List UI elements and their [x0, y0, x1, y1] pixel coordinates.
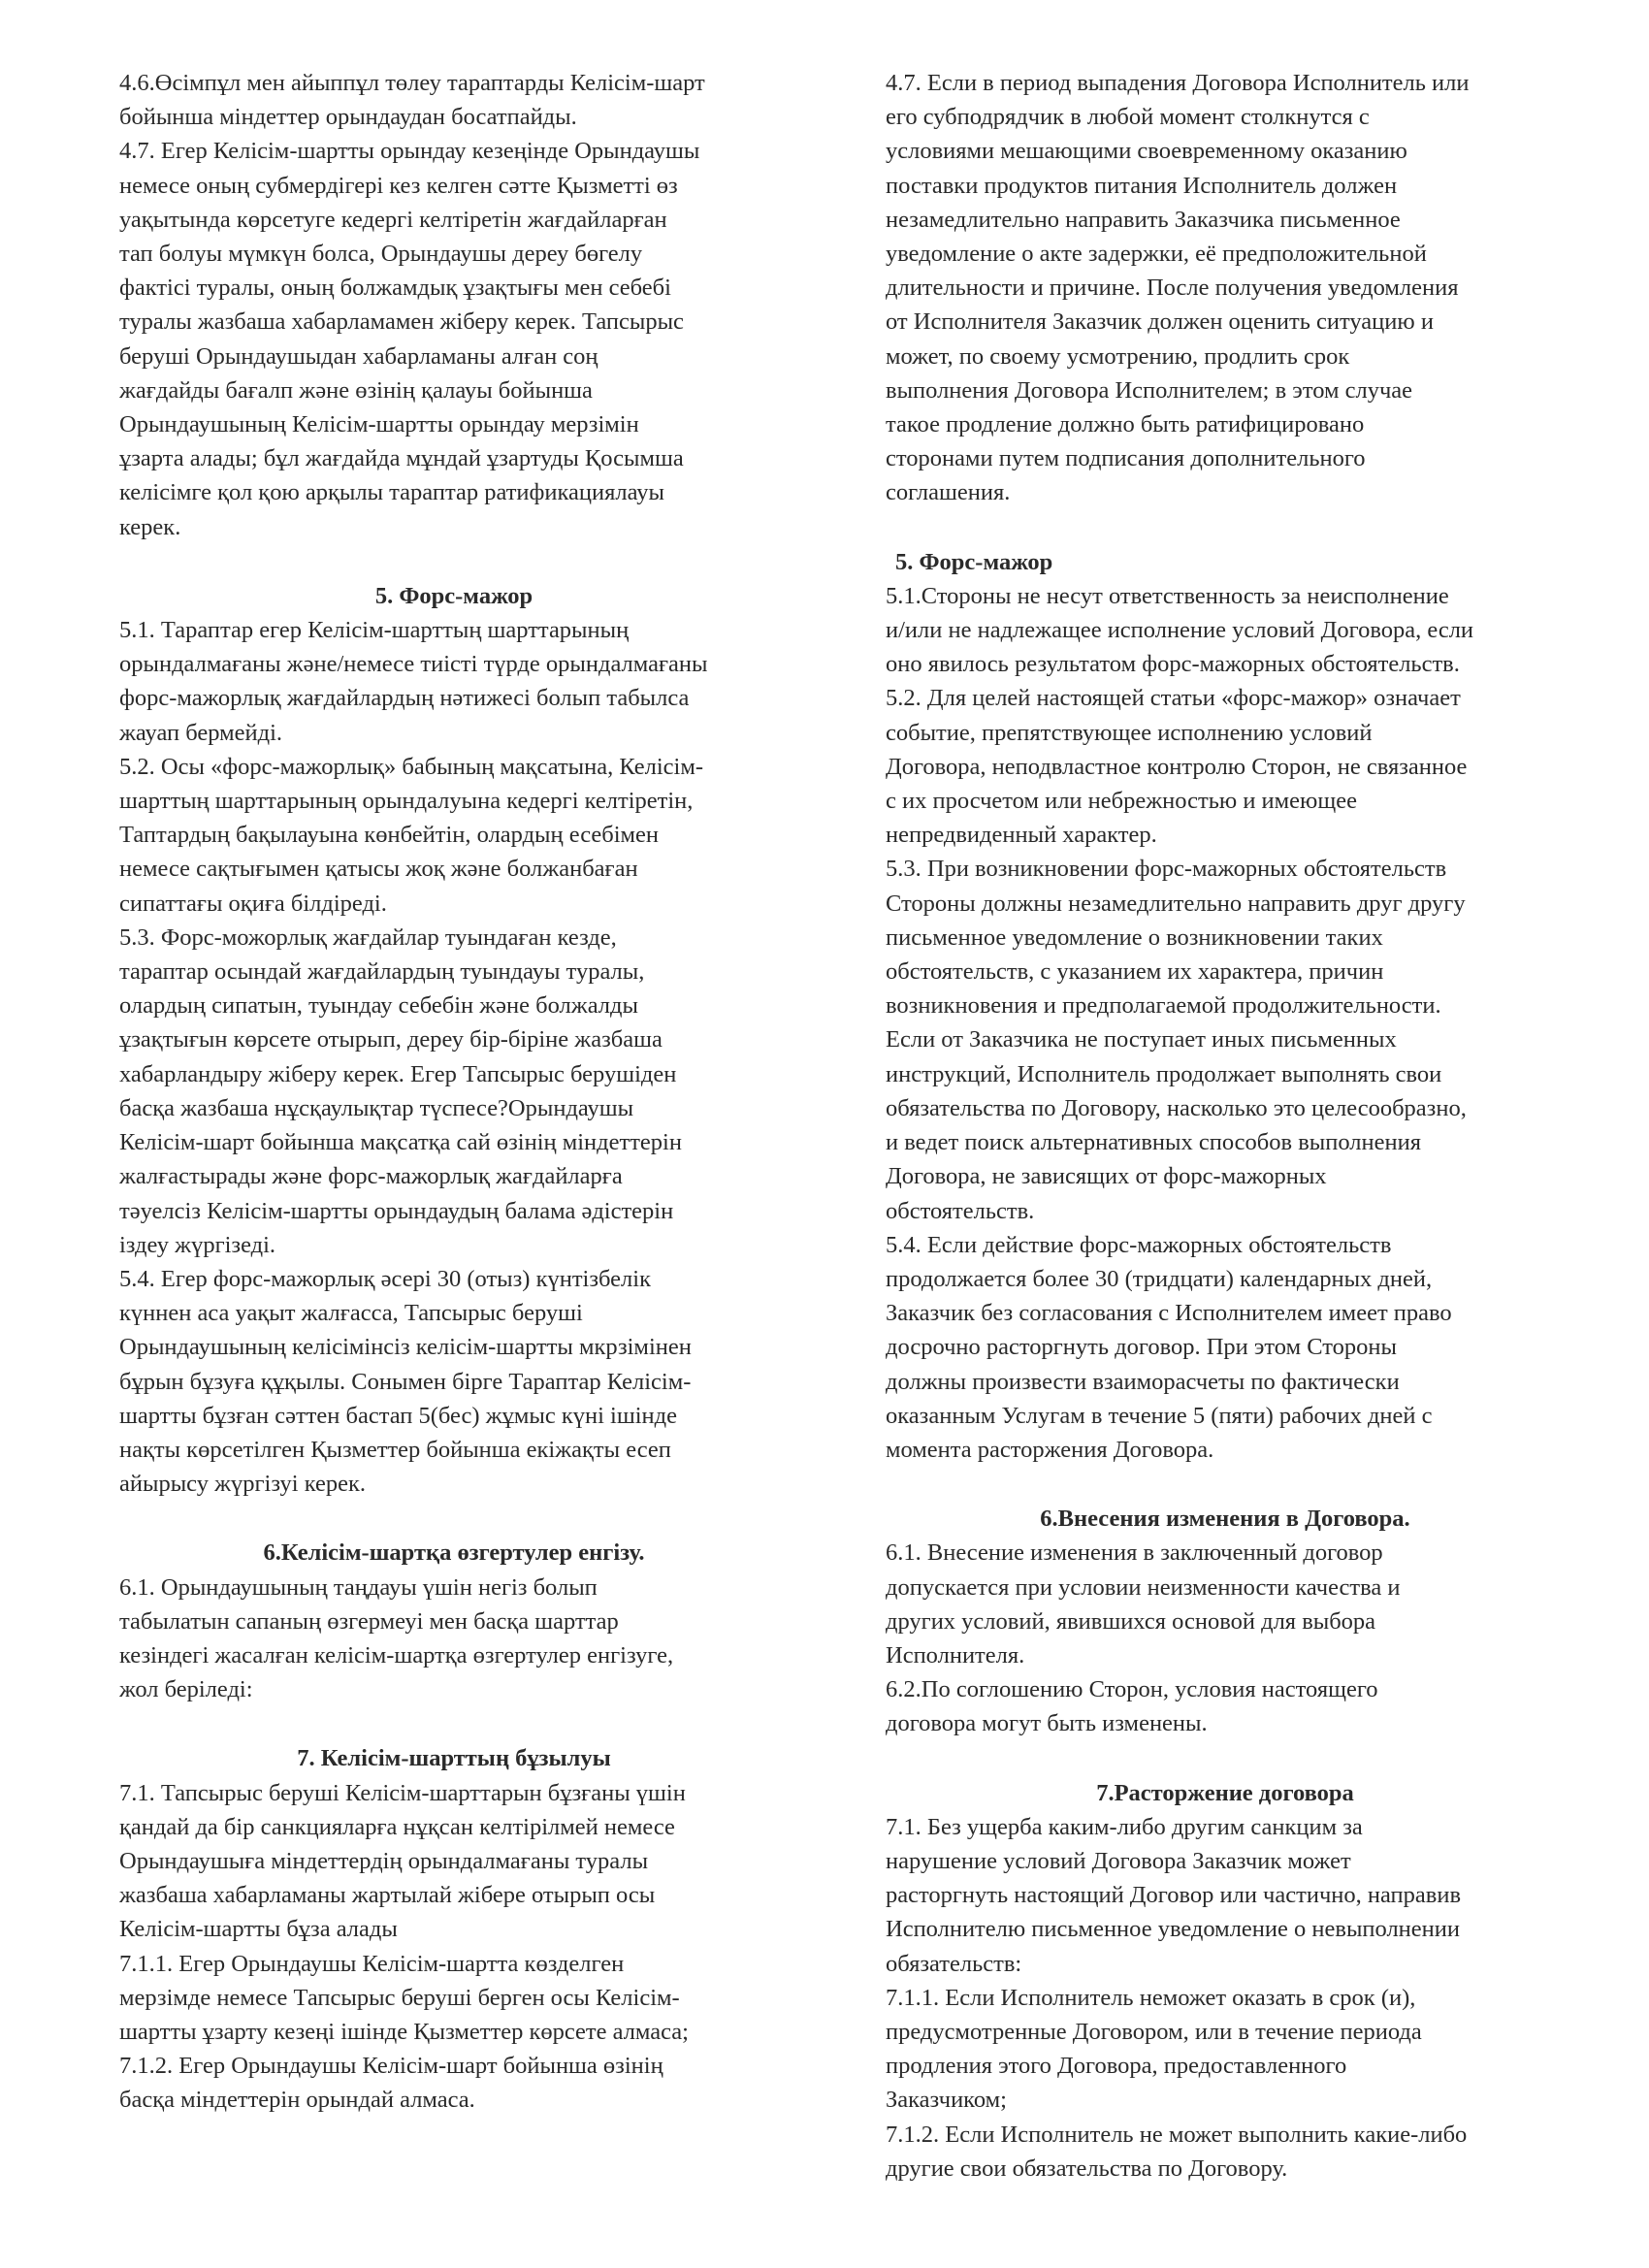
- text-line: немесе сақтығымен қатысы жоқ және болжанбаған: [119, 856, 638, 883]
- text-line: выполнения Договора Исполнителем; в этом случае: [886, 376, 1413, 404]
- russian-column: [886, 66, 1565, 2186]
- text-line: ұзарта алады; бұл жағдайда мұндай ұзартуды Қосымша: [119, 445, 684, 472]
- text-line: нарушение условий Договора Заказчик может: [886, 1847, 1351, 1874]
- text-line: форс-мажорлық жағдайлардың нәтижесі болып табылса: [119, 685, 690, 712]
- text-line: 6.2.По соглошению Сторон, условия настоящего: [886, 1676, 1378, 1703]
- text-line: 5.2. Осы «форс-мажорлық» бабының мақсатына, Келісім-: [119, 753, 704, 780]
- text-line: другие свои обязательства по Договору.: [886, 2155, 1288, 2182]
- text-line: оказанным Услугам в течение 5 (пяти) рабочих дней с: [886, 1402, 1433, 1429]
- section-5-title-ru: 5. Форс-мажор: [895, 548, 1053, 575]
- text-line: 5.3. Форс-можорлық жағдайлар туындаған кезде,: [119, 923, 617, 951]
- text-line: басқа жазбаша нұсқаулықтар түспесе?Орындаушы: [119, 1094, 634, 1121]
- text-line: 5.2. Для целей настоящей статьи «форс-мажор» означает: [886, 685, 1461, 712]
- text-line: сторонами путем подписания дополнительного: [886, 445, 1366, 472]
- section-7-body-kz: [119, 1776, 789, 2118]
- text-line: Орындаушының Келісім-шартты орындау мерзімін: [119, 411, 639, 438]
- text-line: беруші Орындаушыдан хабарламаны алған соң: [119, 342, 598, 370]
- text-line: бойынша міндеттер орындаудан босатпайды.: [119, 104, 577, 131]
- text-line: Таптардың бақылауына көнбейтін, олардың есебімен: [119, 822, 660, 849]
- text-line: длительности и причине. После получения уведомления: [886, 275, 1459, 302]
- text-line: обстоятельств.: [886, 1197, 1035, 1224]
- text-line: нақты көрсетілген Қызметтер бойынша екіжақты есеп: [119, 1436, 671, 1463]
- text-line: с их просчетом или небрежностью и имеющее: [886, 788, 1357, 815]
- text-line: договора могут быть изменены.: [886, 1710, 1208, 1737]
- text-line: 7.1.2. Если Исполнитель не может выполнить какие-либо: [886, 2121, 1468, 2148]
- text-line: незамедлительно направить Заказчика письменное: [886, 206, 1401, 233]
- text-line: поставки продуктов питания Исполнитель должен: [886, 172, 1398, 199]
- text-line: его субподрядчик в любой момент столкнутся с: [886, 104, 1370, 131]
- section-6-title-ru: 6.Внесения изменения в Договора.: [1040, 1506, 1410, 1533]
- text-line: мерзімде немесе Тапсырыс беруші берген осы Келісім-: [119, 1984, 680, 2011]
- text-line: Исполнителю письменное уведомление о невыполнении: [886, 1916, 1460, 1943]
- text-line: кезіндегі жасалған келісім-шартқа өзгертулер енгізуге,: [119, 1641, 674, 1669]
- text-line: орындалмағаны және/немесе тиісті түрде орындалмағаны: [119, 651, 708, 678]
- text-line: событие, препятствующее исполнению условий: [886, 719, 1373, 746]
- text-line: 7.1. Тапсырыс беруші Келісім-шарттарын бұзғаны үшін: [119, 1779, 686, 1806]
- text-line: тараптар осындай жағдайлардың туындауы туралы,: [119, 958, 645, 986]
- text-line: шартты бұзған сәттен бастап 5(бес) жұмыс күні ішінде: [119, 1402, 677, 1429]
- paragraph-4-6-kz: [119, 66, 789, 134]
- text-line: такое продление должно быть ратифицировано: [886, 411, 1365, 438]
- text-line: Стороны должны незамедлительно направить друг другу: [886, 890, 1466, 917]
- paragraph-4-7-ru: [886, 66, 1565, 510]
- text-line: іздеу жүргізеді.: [119, 1231, 276, 1258]
- text-line: 6.1. Орындаушының таңдауы үшін негіз болып: [119, 1573, 598, 1601]
- text-line: инструкций, Исполнитель продолжает выполнять свои: [886, 1060, 1442, 1087]
- text-line: продолжается более 30 (тридцати) календарных дней,: [886, 1265, 1433, 1292]
- text-line: должны произвести взаиморасчеты по фактически: [886, 1368, 1400, 1395]
- text-line: 4.6.Өсімпұл мен айыппұл төлеу тараптарды Келісім-шарт: [119, 70, 705, 96]
- text-line: қандай да бір санкцияларға нұқсан келтірілмей немесе: [119, 1813, 675, 1840]
- text-line: обязательства по Договору, насколько это целесообразно,: [886, 1094, 1467, 1121]
- text-line: олардың сипатын, туындау себебін және болжалды: [119, 992, 638, 1020]
- text-line: Заказчиком;: [886, 2087, 1007, 2114]
- text-line: бұрын бұзуға құқылы. Сонымен бірге Тараптар Келісім-: [119, 1368, 692, 1395]
- text-line: сипаттағы оқиға білдіреді.: [119, 890, 387, 917]
- text-line: обстоятельств, с указанием их характера, причин: [886, 958, 1384, 986]
- text-line: Орындаушының келісімінсіз келісім-шартты мкрзімінен: [119, 1334, 692, 1361]
- text-line: уведомление о акте задержки, её предположительной: [886, 241, 1427, 268]
- text-line: непредвиденный характер.: [886, 822, 1157, 849]
- section-7-title-kz: 7. Келісім-шарттың бұзылуы: [297, 1745, 611, 1772]
- text-line: и ведет поиск альтернативных способов выполнения: [886, 1129, 1421, 1156]
- text-line: шарттың шарттарының орындалуына кедергі келтіретін,: [119, 788, 694, 815]
- section-7-body-ru: [886, 1810, 1565, 2186]
- text-line: письменное уведомление о возникновении таких: [886, 923, 1383, 951]
- text-line: от Исполнителя Заказчик должен оценить ситуацию и: [886, 308, 1434, 336]
- text-line: обязательств:: [886, 1950, 1022, 1977]
- text-line: күннен аса уақыт жалғасса, Тапсырыс беруші: [119, 1300, 583, 1327]
- section-6-body-ru: [886, 1536, 1565, 1740]
- text-line: 4.7. Если в период выпадения Договора Исполнитель или: [886, 70, 1470, 96]
- text-line: табылатын сапаның өзгермеуі мен басқа шарттар: [119, 1607, 619, 1635]
- text-line: жалғастырады және форс-мажорлық жағдайларға: [119, 1163, 623, 1190]
- text-line: Заказчик без согласования с Исполнителем имеет право: [886, 1300, 1452, 1327]
- kazakh-column: [119, 66, 789, 2118]
- text-line: 7.1.1. Если Исполнитель неможет оказать в срок (и),: [886, 1984, 1416, 2011]
- section-5-body-kz: [119, 613, 789, 1501]
- text-line: 5.1.Стороны не несут ответственность за неисполнение: [886, 582, 1449, 609]
- section-5-title-kz: 5. Форс-мажор: [374, 582, 534, 609]
- text-line: возникновения и предполагаемой продолжительности.: [886, 992, 1441, 1020]
- text-line: допускается при условии неизменности качества и: [886, 1573, 1401, 1601]
- text-line: тәуелсіз Келісім-шартты орындаудың балама әдістерін: [119, 1197, 674, 1224]
- text-line: жазбаша хабарламаны жартылай жібере отырып осы: [119, 1882, 656, 1909]
- text-line: келісімге қол қою арқылы тараптар ратификациялауы: [119, 479, 664, 506]
- text-line: хабарландыру жіберу керек. Егер Тапсырыс берушіден: [119, 1060, 677, 1087]
- text-line: других условий, явившихся основой для выбора: [886, 1607, 1376, 1635]
- text-line: расторгнуть настоящий Договор или частично, направив: [886, 1882, 1462, 1909]
- text-line: Орындаушыға міндеттердің орындалмағаны туралы: [119, 1847, 649, 1874]
- text-line: шартты ұзарту кезеңі ішінде Қызметтер көрсете алмаса;: [119, 2018, 689, 2045]
- text-line: 5.3. При возникновении форс-мажорных обстоятельств: [886, 856, 1447, 883]
- text-line: айырысу жүргізуі керек.: [119, 1471, 367, 1498]
- section-7-title-ru: 7.Расторжение договора: [1096, 1779, 1354, 1806]
- text-line: уақытында көрсетуге кедергі келтіретін жағдайларған: [119, 206, 667, 233]
- section-5-body-ru: [886, 579, 1565, 1467]
- text-line: досрочно расторгнуть договор. При этом Стороны: [886, 1334, 1397, 1361]
- text-line: Келісім-шарт бойынша мақсатқа сай өзінің міндеттерін: [119, 1129, 682, 1156]
- text-line: 6.1. Внесение изменения в заключенный договор: [886, 1539, 1383, 1567]
- text-line: 4.7. Егер Келісім-шартты орындау кезеңінде Орындаушы: [119, 138, 700, 165]
- text-line: 7.1.2. Егер Орындаушы Келісім-шарт бойынша өзінің: [119, 2053, 663, 2080]
- text-line: соглашения.: [886, 479, 1011, 506]
- text-line: 7.1.1. Егер Орындаушы Келісім-шартта көзделген: [119, 1950, 625, 1977]
- text-line: тап болуы мүмкүн болса, Орындаушы дереу бөгелу: [119, 241, 643, 268]
- text-line: туралы жазбаша хабарламамен жіберу керек. Тапсырыс: [119, 308, 684, 336]
- text-line: Если от Заказчика не поступает иных письменных: [886, 1026, 1397, 1053]
- paragraph-4-7-kz: [119, 134, 789, 543]
- section-6-body-kz: [119, 1571, 789, 1707]
- text-line: Договора, неподвластное контролю Сторон, не связанное: [886, 753, 1468, 780]
- text-line: 5.1. Тараптар егер Келісім-шарттың шарттарының: [119, 617, 630, 644]
- text-line: Келісім-шартты бұза алады: [119, 1916, 398, 1943]
- text-line: жауап бермейді.: [119, 719, 283, 746]
- text-line: жол беріледі:: [119, 1676, 253, 1703]
- text-line: момента расторжения Договора.: [886, 1436, 1214, 1463]
- text-line: 5.4. Если действие форс-мажорных обстоятельств: [886, 1231, 1392, 1258]
- text-line: может, по своему усмотрению, продлить срок: [886, 342, 1350, 370]
- text-line: продления этого Договора, предоставленного: [886, 2053, 1347, 2080]
- text-line: предусмотренные Договором, или в течение периода: [886, 2018, 1422, 2045]
- text-line: Исполнителя.: [886, 1641, 1025, 1669]
- text-line: условиями мешающими своевременному оказанию: [886, 138, 1407, 165]
- text-line: Договора, не зависящих от форс-мажорных: [886, 1163, 1327, 1190]
- section-6-title-kz: 6.Келісім-шартқа өзгертулер енгізу.: [263, 1539, 645, 1567]
- text-line: 5.4. Егер форс-мажорлық әсері 30 (отыз) күнтізбелік: [119, 1265, 651, 1292]
- text-line: фактісі туралы, оның болжамдық ұзақтығы мен себебі: [119, 275, 671, 302]
- text-line: немесе оның субмердігері кез келген сәтте Қызметті өз: [119, 172, 678, 199]
- text-line: жағдайды бағалп және өзінің қалауы бойынша: [119, 376, 593, 404]
- text-line: оно явилось результатом форс-мажорных обстоятельств.: [886, 651, 1460, 678]
- text-line: 7.1. Без ущерба каким-либо другим санкцим за: [886, 1813, 1363, 1840]
- text-line: басқа міндеттерін орындай алмаса.: [119, 2087, 475, 2114]
- text-line: керек.: [119, 513, 181, 540]
- text-line: ұзақтығын көрсете отырып, дереу бір-біріне жазбаша: [119, 1026, 663, 1053]
- text-line: и/или не надлежащее исполнение условий Договора, если: [886, 617, 1474, 644]
